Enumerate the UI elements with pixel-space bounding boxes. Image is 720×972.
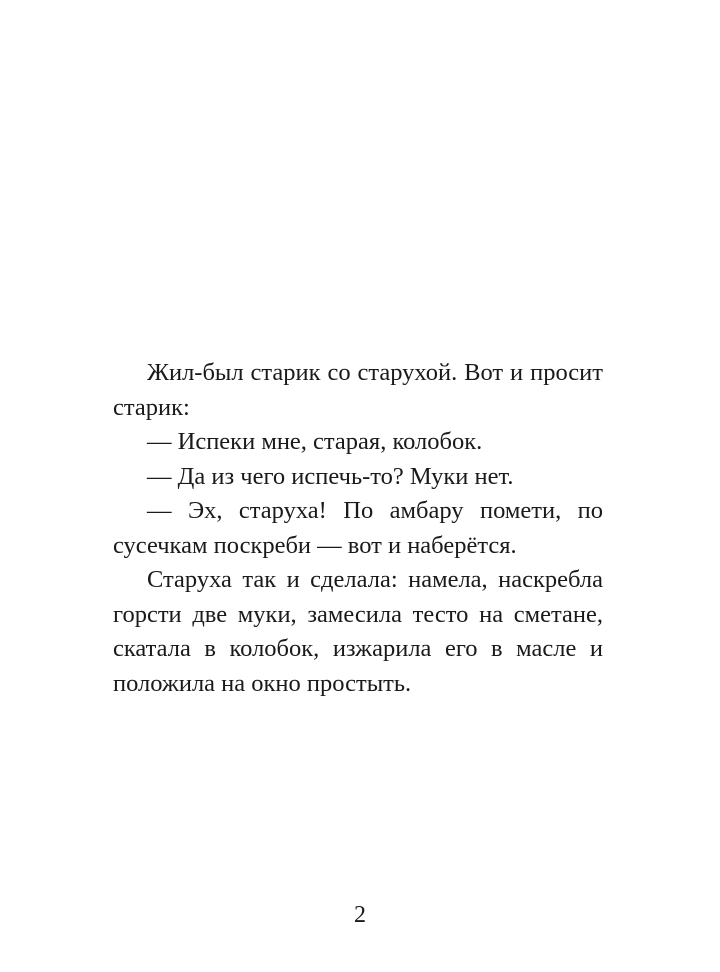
paragraph-2: — Испеки мне, старая, колобок. — [147, 428, 483, 455]
story-text — [113, 356, 603, 701]
paragraph-3: — Да из чего испечь-то? Муки нет. — [147, 462, 514, 490]
page-number: 2 — [354, 902, 366, 928]
paragraph-5: Старуха так и сделала: намела, наскребла горсти две муки, замесила тесто на сметане, скатала в колобок, изжарила его в масле и положила на окно простыть. — [113, 566, 603, 697]
paragraph-1: Жил-был старик со старухой. Вот и просит старик: — [113, 359, 603, 421]
paragraph-4: — Эх, старуха! По амбару помети, по сусечкам поскреби — вот и наберётся. — [113, 497, 603, 559]
